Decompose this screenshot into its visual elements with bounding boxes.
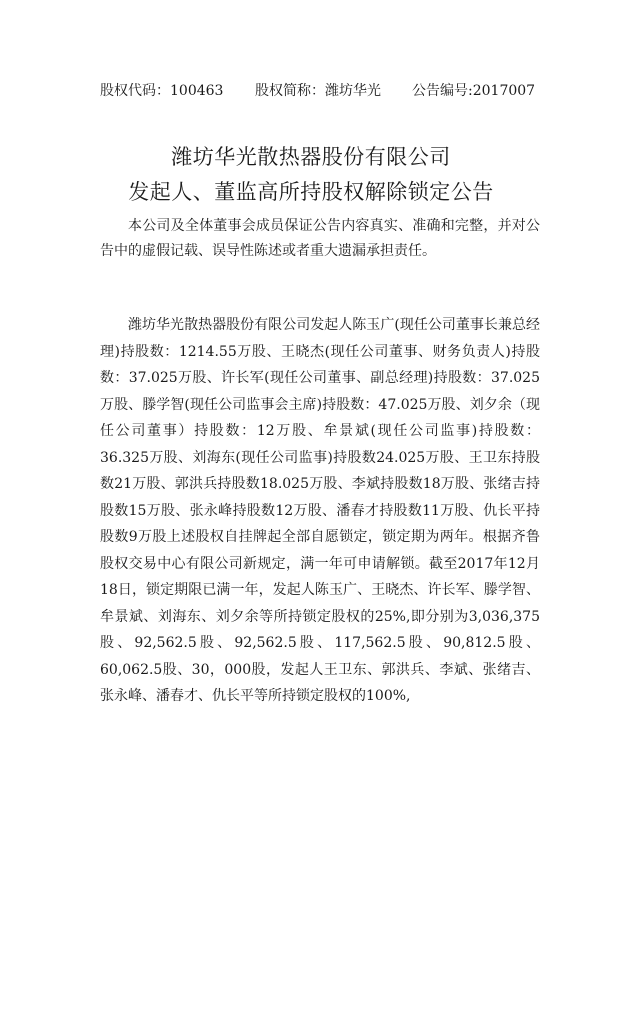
stock-code: 股权代码：100463 <box>100 83 224 99</box>
notice-number: 公告编号:2017007 <box>412 83 536 99</box>
body-paragraph: 潍坊华光散热器股份有限公司发起人陈玉广(现任公司董事长兼总经理)持股数：1214.55万股、王晓杰(现任公司董事、财务负责人)持股数：37.025万股、许长军(现任公司董事、副总经理)持股数：37.025万股、滕学智(现任公司监事会主席)持股数：47.025万股、刘夕余（现任公司董事）持股数：12万股、牟景斌(现任公司监事)持股数：36.325万股、刘海东(现任公司监事)持股数24.025万股、王卫东持股数21万股、郭洪兵持股数18.025万股、李斌持股数18万股、张绪吉持股数15万股、张永峰持股数12万股、潘春才持股数11万股、仇长平持股数9万股上述股权自挂牌起全部自愿锁定，锁定期为两年。根据齐鲁股权交易中心有限公司新规定，满一年可申请解锁。截至2017年12月18日，锁定期限已满一年，发起人陈玉广、王晓杰、许长军、滕学智、牟景斌、刘海东、刘夕余等所持锁定股权的25%,即分别为3,036,375股、92,562.5股、92,562.5股、117,562.5股、90,812.5股、60,062.5股、30，000股，发起人王卫东、郭洪兵、李斌、张绪吉、张永峰、潘春才、仇长平等所持锁定股权的100%, <box>100 317 540 704</box>
notice-title: 发起人、董监高所持股权解除锁定公告 <box>128 180 494 204</box>
notice-header <box>100 80 540 102</box>
board-statement: 本公司及全体董事会成员保证公告内容真实、准确和完整，并对公告中的虚假记载、误导性陈述或者重大遗漏承担责任。 <box>100 218 540 259</box>
company-title: 潍坊华光散热器股份有限公司 <box>171 145 451 169</box>
stock-short-name: 股权简称：潍坊华光 <box>255 83 381 99</box>
